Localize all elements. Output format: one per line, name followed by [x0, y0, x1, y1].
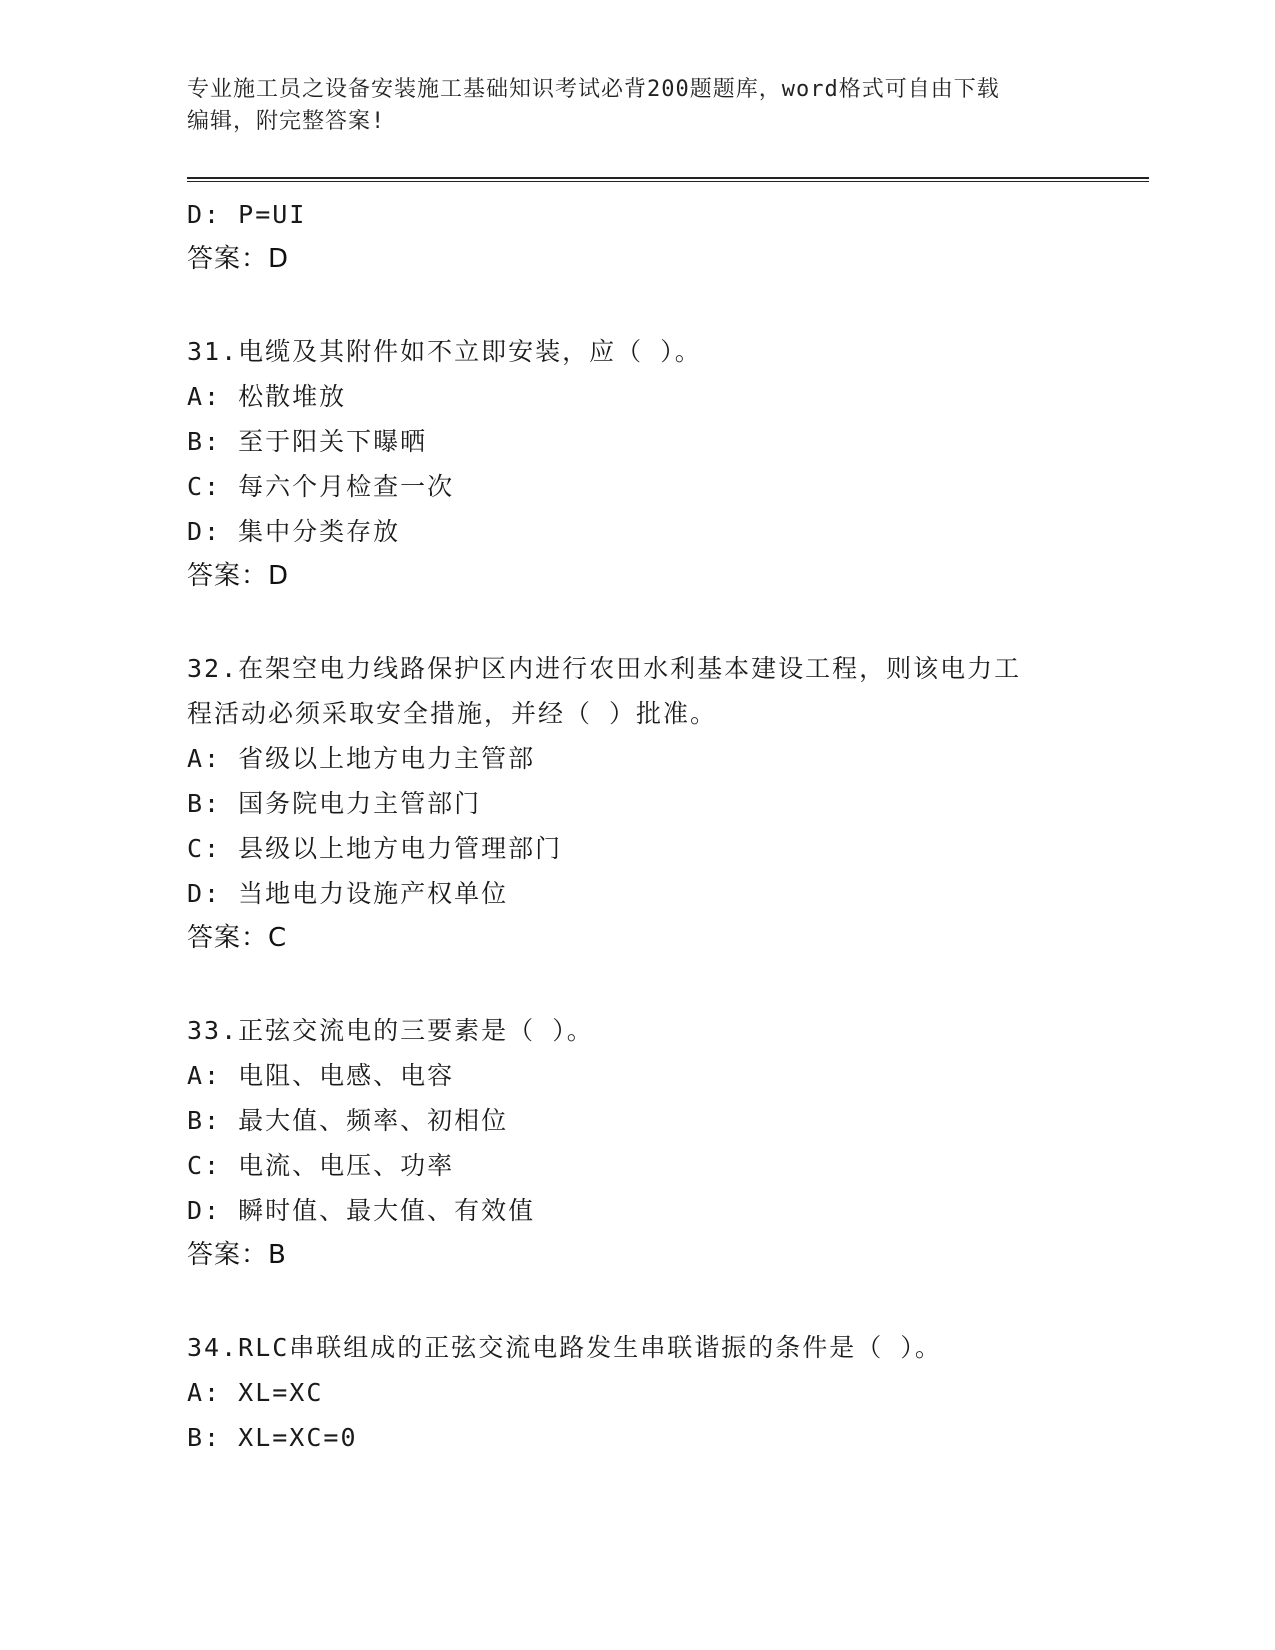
question-stem: 31.电缆及其附件如不立即安装，应（ ）。: [187, 337, 702, 366]
header-title-line-1: 专业施工员之设备安装施工基础知识考试必背200题题库，word格式可自由下载: [187, 77, 1000, 102]
prev-question-option-d: D: P=UI: [187, 200, 307, 229]
option-c: C: 电流、电压、功率: [187, 1151, 455, 1180]
spacer: [187, 282, 1087, 329]
spacer: [187, 961, 1087, 1008]
question-answer: 答案：B: [187, 1240, 287, 1270]
question-stem: 33.正弦交流电的三要素是（ ）。: [187, 1016, 594, 1045]
document-body: [187, 192, 1087, 1460]
spacer: [187, 1278, 1087, 1325]
header-divider: [187, 177, 1149, 182]
option-c: C: 每六个月检查一次: [187, 472, 455, 501]
question-stem-line-1: 32.在架空电力线路保护区内进行农田水利基本建设工程，则该电力工: [187, 654, 1022, 683]
option-c: C: 县级以上地方电力管理部门: [187, 834, 563, 863]
question-stem-line-2: 程活动必须采取安全措施，并经（ ）批准。: [187, 699, 718, 728]
option-d: D: 集中分类存放: [187, 517, 401, 546]
spacer: [187, 599, 1087, 646]
question-31: [187, 329, 1087, 599]
option-b: B: XL=XC=0: [187, 1423, 358, 1452]
question-33: [187, 1008, 1087, 1278]
option-b: B: 至于阳关下曝晒: [187, 427, 428, 456]
header-title-line-2: 编辑，附完整答案!: [187, 109, 386, 134]
question-32: [187, 646, 1087, 961]
question-stem: 34.RLC串联组成的正弦交流电路发生串联谐振的条件是（ ）。: [187, 1333, 942, 1362]
question-answer: 答案：D: [187, 561, 290, 591]
option-b: B: 最大值、频率、初相位: [187, 1106, 509, 1135]
question-34: [187, 1325, 1087, 1460]
prev-question-answer: 答案：D: [187, 244, 290, 274]
option-a: A: 电阻、电感、电容: [187, 1061, 455, 1090]
option-a: A: XL=XC: [187, 1378, 324, 1407]
option-d: D: 当地电力设施产权单位: [187, 879, 509, 908]
option-a: A: 松散堆放: [187, 382, 347, 411]
document-header: [187, 74, 1067, 138]
option-d: D: 瞬时值、最大值、有效值: [187, 1196, 536, 1225]
option-b: B: 国务院电力主管部门: [187, 789, 482, 818]
option-a: A: 省级以上地方电力主管部: [187, 744, 536, 773]
question-answer: 答案：C: [187, 923, 288, 953]
